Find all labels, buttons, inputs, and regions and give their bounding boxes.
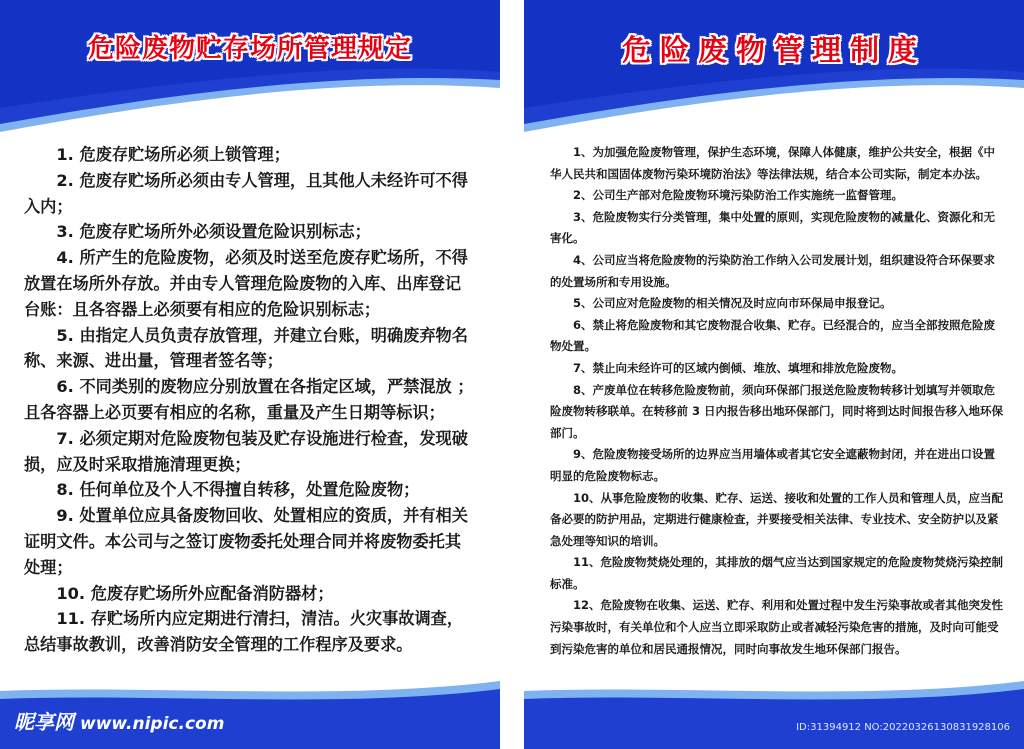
rules-content [24,142,476,658]
watermark-id: ID:31394912 NO:20220326130831928106 [796,722,1010,733]
rules-content [550,142,1004,660]
rule-paragraph: 3. 危废存贮场所外必须设置危险识别标志； [56,222,371,242]
rule-paragraph: 5. 由指定人员负责存放管理，并建立台账，明确废弃物名称、来源、进出量，管理者签名等； [24,325,468,371]
watermark-brand-name: 昵享网 [14,710,74,734]
rule-paragraph: 3、危险废物实行分类管理，集中处置的原则，实现危险废物的减量化、资源化和无害化。 [550,209,995,246]
bottom-decorative-band [524,681,1024,749]
rule-paragraph: 8、产废单位在转移危险废物前，须向环保部门报送危险废物转移计划填写并领取危险废物转移联单。在转移前 3 日内报告移出地环保部门，同时将到达时间报告移入地环保部门。 [550,382,1004,440]
rule-paragraph: 12、危险废物在收集、运送、贮存、利用和处置过程中发生污染事故或者其他突发性污染事故时，有关单位和个人应当立即采取防止或者减轻污染危害的措施，及时向可能受到污染危害的单位和居民通报情况，同时向事故发生地环保部门报告。 [550,598,1003,656]
rule-paragraph: 6、禁止将危险废物和其它废物混合收集、贮存。已经混合的，应当全部按照危险废物处置。 [550,317,995,354]
panel-title: 危险废物贮存场所管理规定 [87,34,412,64]
rule-paragraph: 1. 危废存贮场所必须上锁管理； [56,145,290,164]
rule-paragraph: 2、公司生产部对危险废物环境污染防治工作实施统一监督管理。 [573,188,903,203]
watermark-url: www.nipic.com [80,714,225,734]
watermark-brand [14,706,224,735]
rule-paragraph: 8. 任何单位及个人不得擅自转移，处置危险废物； [56,480,420,500]
rule-paragraph: 9. 处置单位应具备废物回收、处置相应的资质，并有相关证明文件。本公司与之签订废物委托处理合同并将废物委托其处理； [24,506,468,577]
left-panel [0,0,500,749]
rule-paragraph: 2. 危废存贮场所必须由专人管理，且其他人未经许可不得入内； [24,170,468,216]
rule-paragraph: 7、禁止向未经许可的区域内倒倾、堆放、填埋和排放危险废物。 [573,360,903,375]
rule-paragraph: 11. 存贮场所内应定期进行清扫，清洁。火灾事故调查，总结事故教训，改善消防安全管理的工作程序及要求。 [24,609,464,655]
right-panel [524,0,1024,749]
rule-paragraph: 6. 不同类别的废物应分别放置在各指定区域，严禁混放 ；且各容器上必页要有相应的名称，重量及产生日期等标识； [24,377,474,422]
rule-paragraph: 10. 危废存贮场所外应配备消防器材； [56,583,334,603]
rule-paragraph: 11、危险废物焚烧处理的，其排放的烟气应当达到国家规定的危险废物焚烧污染控制标准。 [550,555,1003,591]
rule-paragraph: 1、为加强危险废物管理，保护生态环境，保障人体健康，维护公共安全，根据《中华人民共和国固体废物污染环境防治法》等法律法规，结合本公司实际，制定本办法。 [550,145,995,181]
rule-paragraph: 5、公司应对危险废物的相关情况及时应向市环保局申报登记。 [573,296,892,311]
top-decorative-band [0,0,500,135]
rule-paragraph: 10、从事危险废物的收集、贮存、运送、接收和处置的工作人员和管理人员，应当配备必要的防护用品，定期进行健康检查，并要接受相关法律、专业技术、安全防护以及紧急处理等知识的培训。 [550,490,1003,548]
panel-title: 危险废物管理制度 [621,33,926,67]
rule-paragraph: 9、危险废物接受场所的边界应当用墙体或者其它安全遮蔽物封闭，并在进出口设置明显的危险废物标志。 [550,447,995,483]
rule-paragraph: 4、公司应当将危险废物的污染防治工作纳入公司发展计划，组织建设符合环保要求的处置场所和专用设施。 [550,252,995,289]
rule-paragraph: 4. 所产生的危险废物，必须及时送至危废存贮场所，不得放置在场所外存放。并由专人管理危险废物的入库、出库登记台账：且各容器上必须要有相应的危险识别标志； [24,248,468,319]
rule-paragraph: 7. 必须定期对危险废物包装及贮存设施进行检查，发现破损，应及时采取措施清理更换； [24,428,468,474]
